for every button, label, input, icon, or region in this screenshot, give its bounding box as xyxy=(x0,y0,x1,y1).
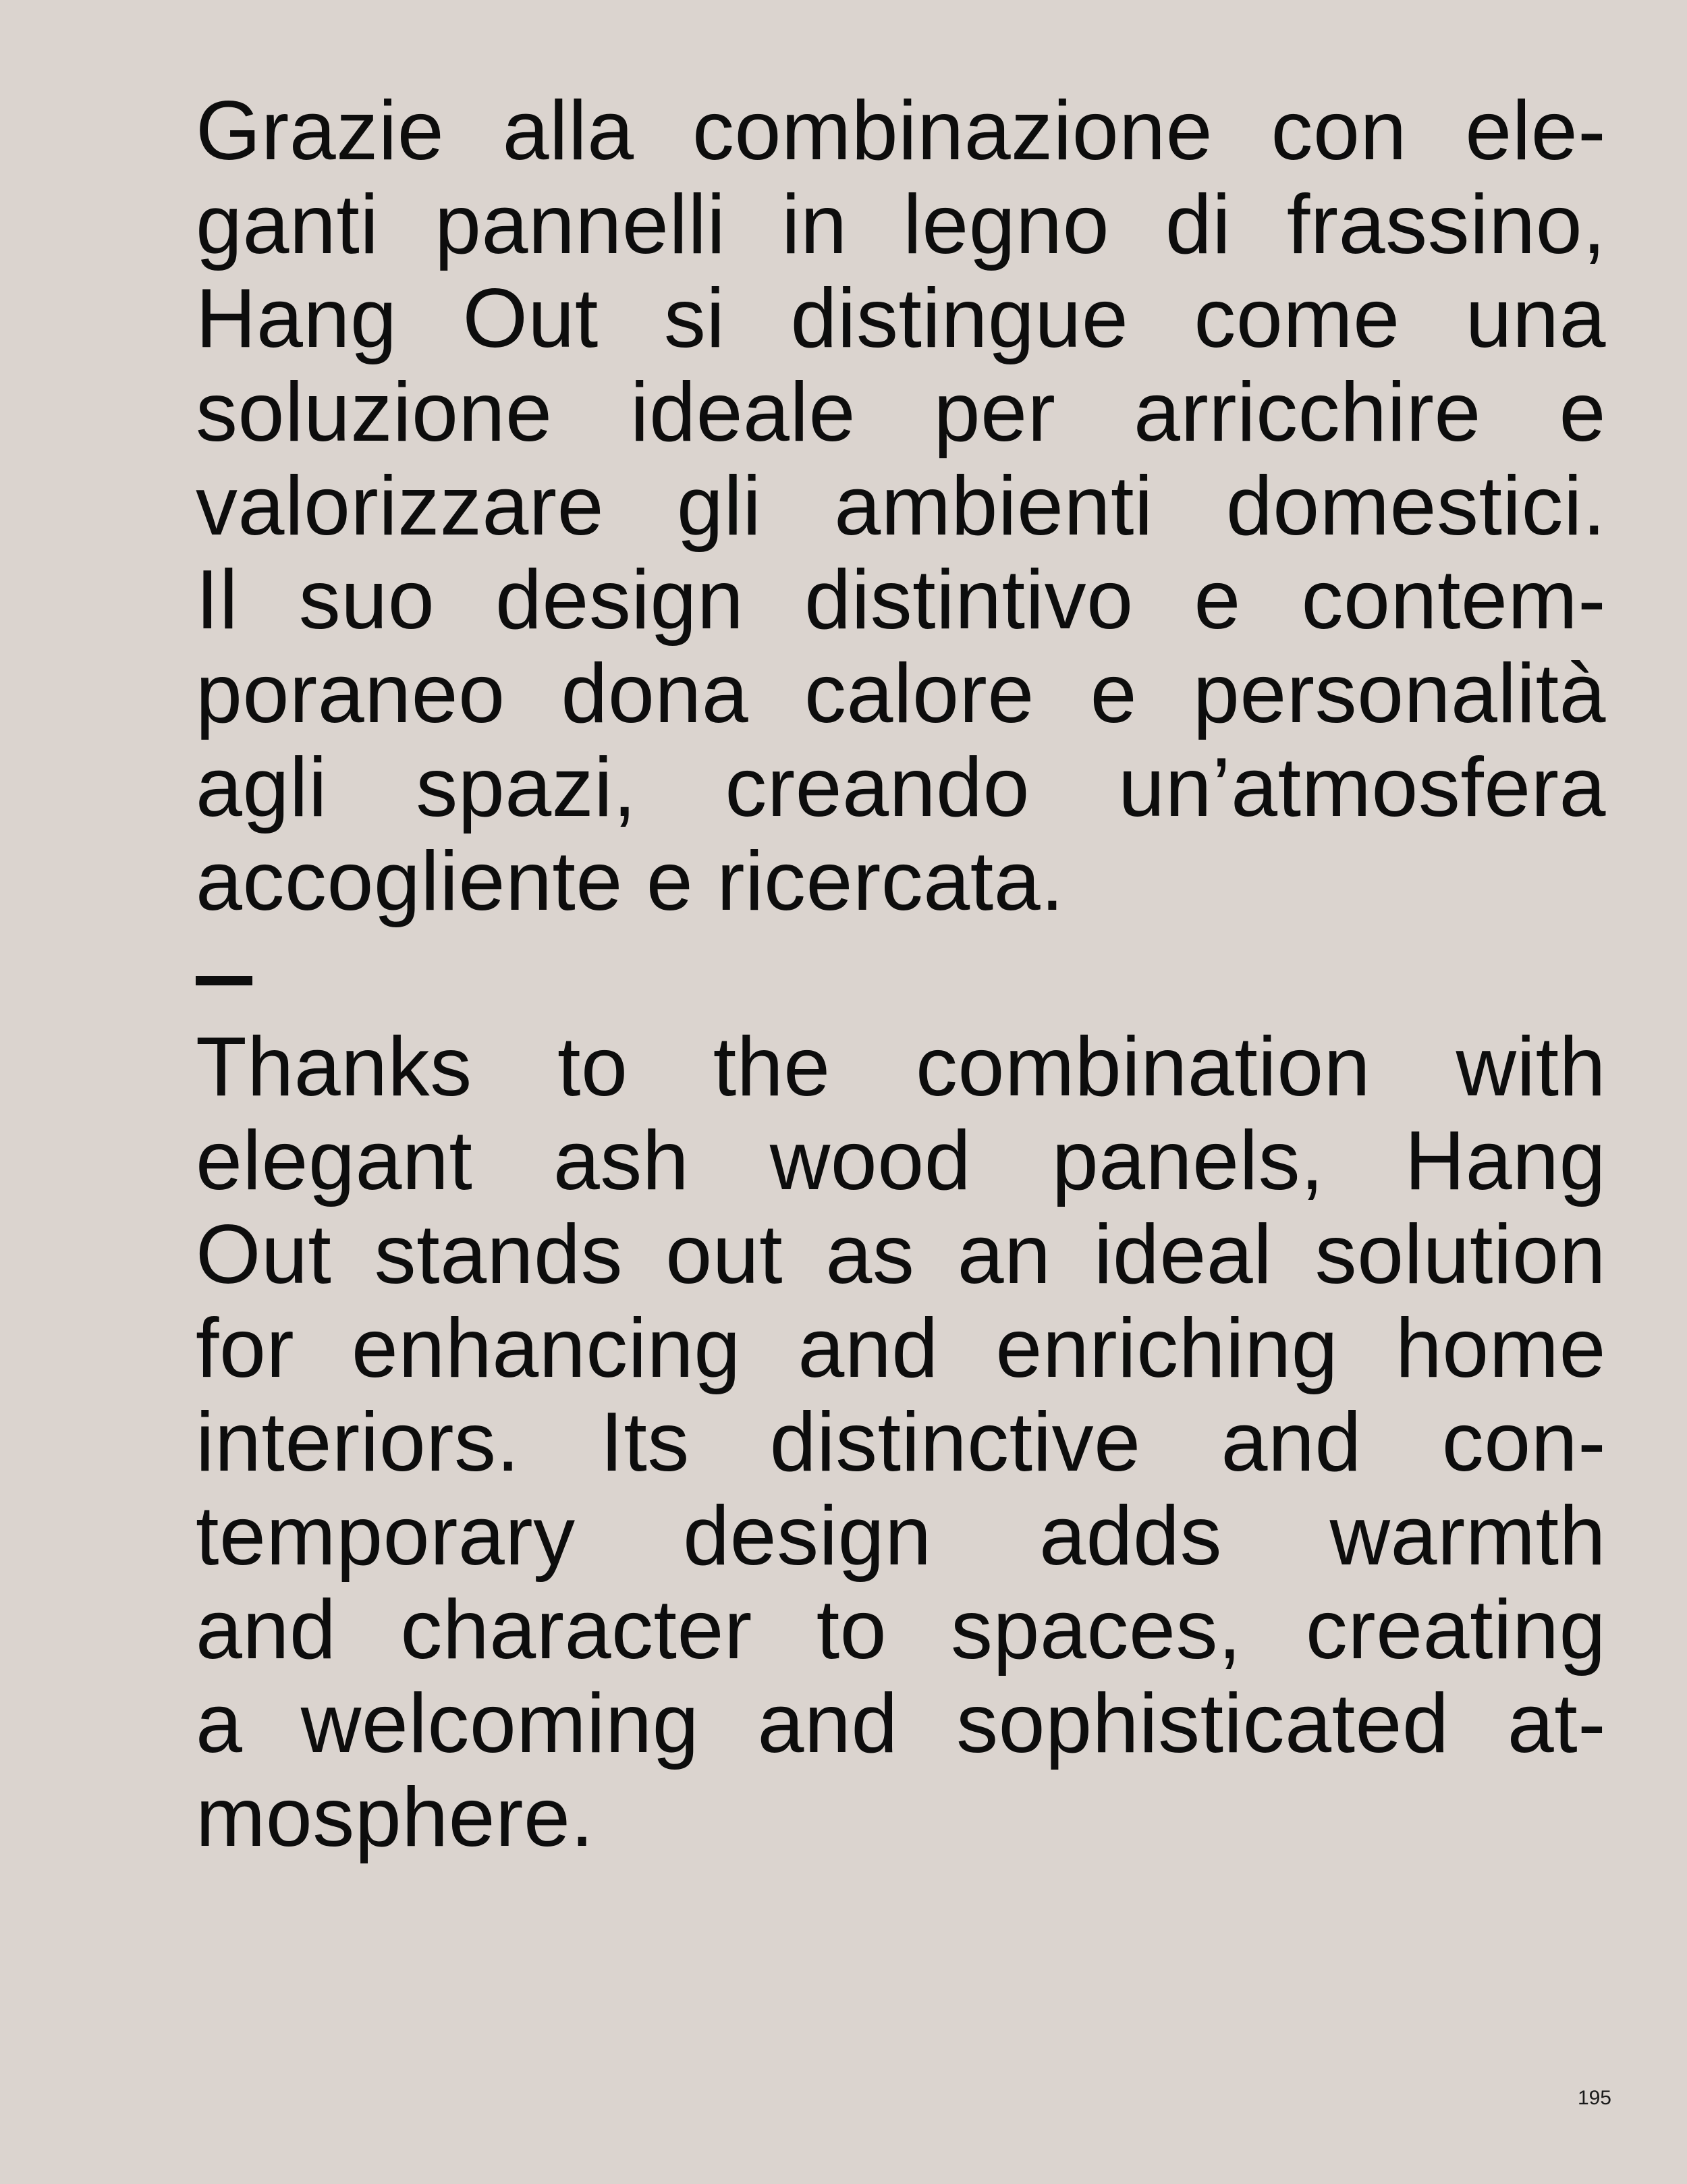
paragraph-line: Il suo design distintivo e contem- xyxy=(196,553,1606,647)
paragraph-line: Hang Out si distingue come una xyxy=(196,272,1606,365)
english-paragraph xyxy=(196,1020,1606,1865)
paragraph-line: Out stands out as an ideal solution xyxy=(196,1208,1606,1301)
paragraph-line: Thanks to the combination with xyxy=(196,1020,1606,1114)
paragraph-line: elegant ash wood panels, Hang xyxy=(196,1114,1606,1207)
italian-paragraph xyxy=(196,84,1606,929)
paragraph-line: interiors. Its distinctive and con- xyxy=(196,1396,1606,1489)
paragraph-line: a welcoming and sophisticated at- xyxy=(196,1677,1606,1770)
paragraph-line: soluzione ideale per arricchire e xyxy=(196,366,1606,459)
paragraph-line: agli spazi, creando un’atmosfera xyxy=(196,741,1606,834)
paragraph-line: valorizzare gli ambienti domestici. xyxy=(196,460,1606,553)
paragraph-line: accogliente e ricercata. xyxy=(196,835,1065,928)
paragraph-line: poraneo dona calore e personalità xyxy=(196,647,1606,740)
page-number: 195 xyxy=(1577,2087,1611,2109)
language-separator-dash xyxy=(196,976,252,985)
paragraph-line: temporary design adds warmth xyxy=(196,1490,1606,1583)
paragraph-line: and character to spaces, creating xyxy=(196,1583,1606,1676)
paragraph-line: mosphere. xyxy=(196,1771,594,1864)
paragraph-line: for enhancing and enriching home xyxy=(196,1302,1606,1395)
paragraph-line: Grazie alla combinazione con ele- xyxy=(196,84,1606,178)
paragraph-line: ganti pannelli in legno di frassino, xyxy=(196,178,1606,271)
